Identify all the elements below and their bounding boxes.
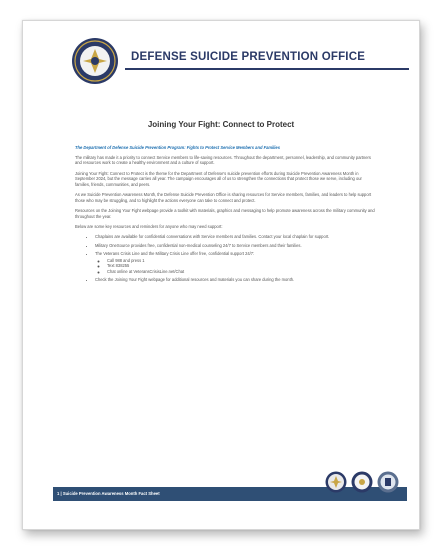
list-item: • Military OneSource provides free, confidential non-medical counseling 24/7 to Service members and their families. (95, 243, 375, 249)
paragraph: The military has made it a priority to connect Service members to life-saving resources. Throughout the department, personnel, leadership, and community partners and resources work to create a healthy environment and a culture of support. (75, 154, 371, 166)
lead-in: Below are some key resources and reminders for anyone who may need support: (75, 224, 223, 230)
dod-seal-icon (325, 471, 347, 493)
military-seal-icon (377, 471, 399, 493)
office-title: DEFENSE SUICIDE PREVENTION OFFICE (131, 51, 366, 63)
footer-text: 1 | Suicide Prevention Awareness Month Fact Sheet (57, 490, 160, 496)
dspo-seal-small-icon (351, 471, 373, 493)
list-item: • Chaplains are available for confidential conversations with Service members and families. Contact your local chaplain for support. (95, 234, 375, 240)
document-page (22, 20, 420, 530)
document-title: Joining Your Fight: Connect to Protect (147, 120, 295, 129)
document-body (75, 145, 375, 287)
letterhead (23, 21, 419, 99)
section-subhead: The Department of Defense Suicide Prevention Program: Fights to Protect Service Members and Families (75, 145, 280, 150)
paragraph: Joining Your Fight: Connect to Protect is the theme for the Department of Defense's suicide prevention efforts during Suicide Prevention Awareness Month in September 2024, but the message carries all year. The campaign encourages all of us to strengthen the connections that protect those we serve, including our families, friends, communities, and peers. (75, 170, 362, 188)
paragraph: As we Suicide Prevention Awareness Month, the Defense Suicide Prevention Office is sharing resources for Service members, families, and leaders to help support those who may be struggling, and to highlight the actions everyone can take to connect and protect. (75, 192, 372, 203)
paragraph: Resources on the Joining Your Fight webpage provide a toolkit with materials, graphics and messaging to help promote awareness across the military community and throughout the year. (75, 208, 375, 219)
dspo-seal-icon (71, 37, 119, 85)
list-item (95, 251, 375, 275)
list-item-text: The Veterans Crisis Line and the Military Crisis Line offer free, confidential support 24/7: (95, 250, 255, 256)
sub-list-item: ◦ Text 838255 (107, 263, 375, 269)
header-divider (125, 68, 409, 70)
sub-list-item: ◦ Call 988 and press 1 (107, 258, 375, 264)
resource-list (75, 234, 375, 283)
sub-list (95, 258, 375, 275)
list-item: • Check the Joining Your Fight webpage for additional resources and materials you can share during the month. (95, 277, 375, 283)
sub-list-item: ◦ Chat online at VeteransCrisisLine.net/Chat (107, 269, 375, 275)
